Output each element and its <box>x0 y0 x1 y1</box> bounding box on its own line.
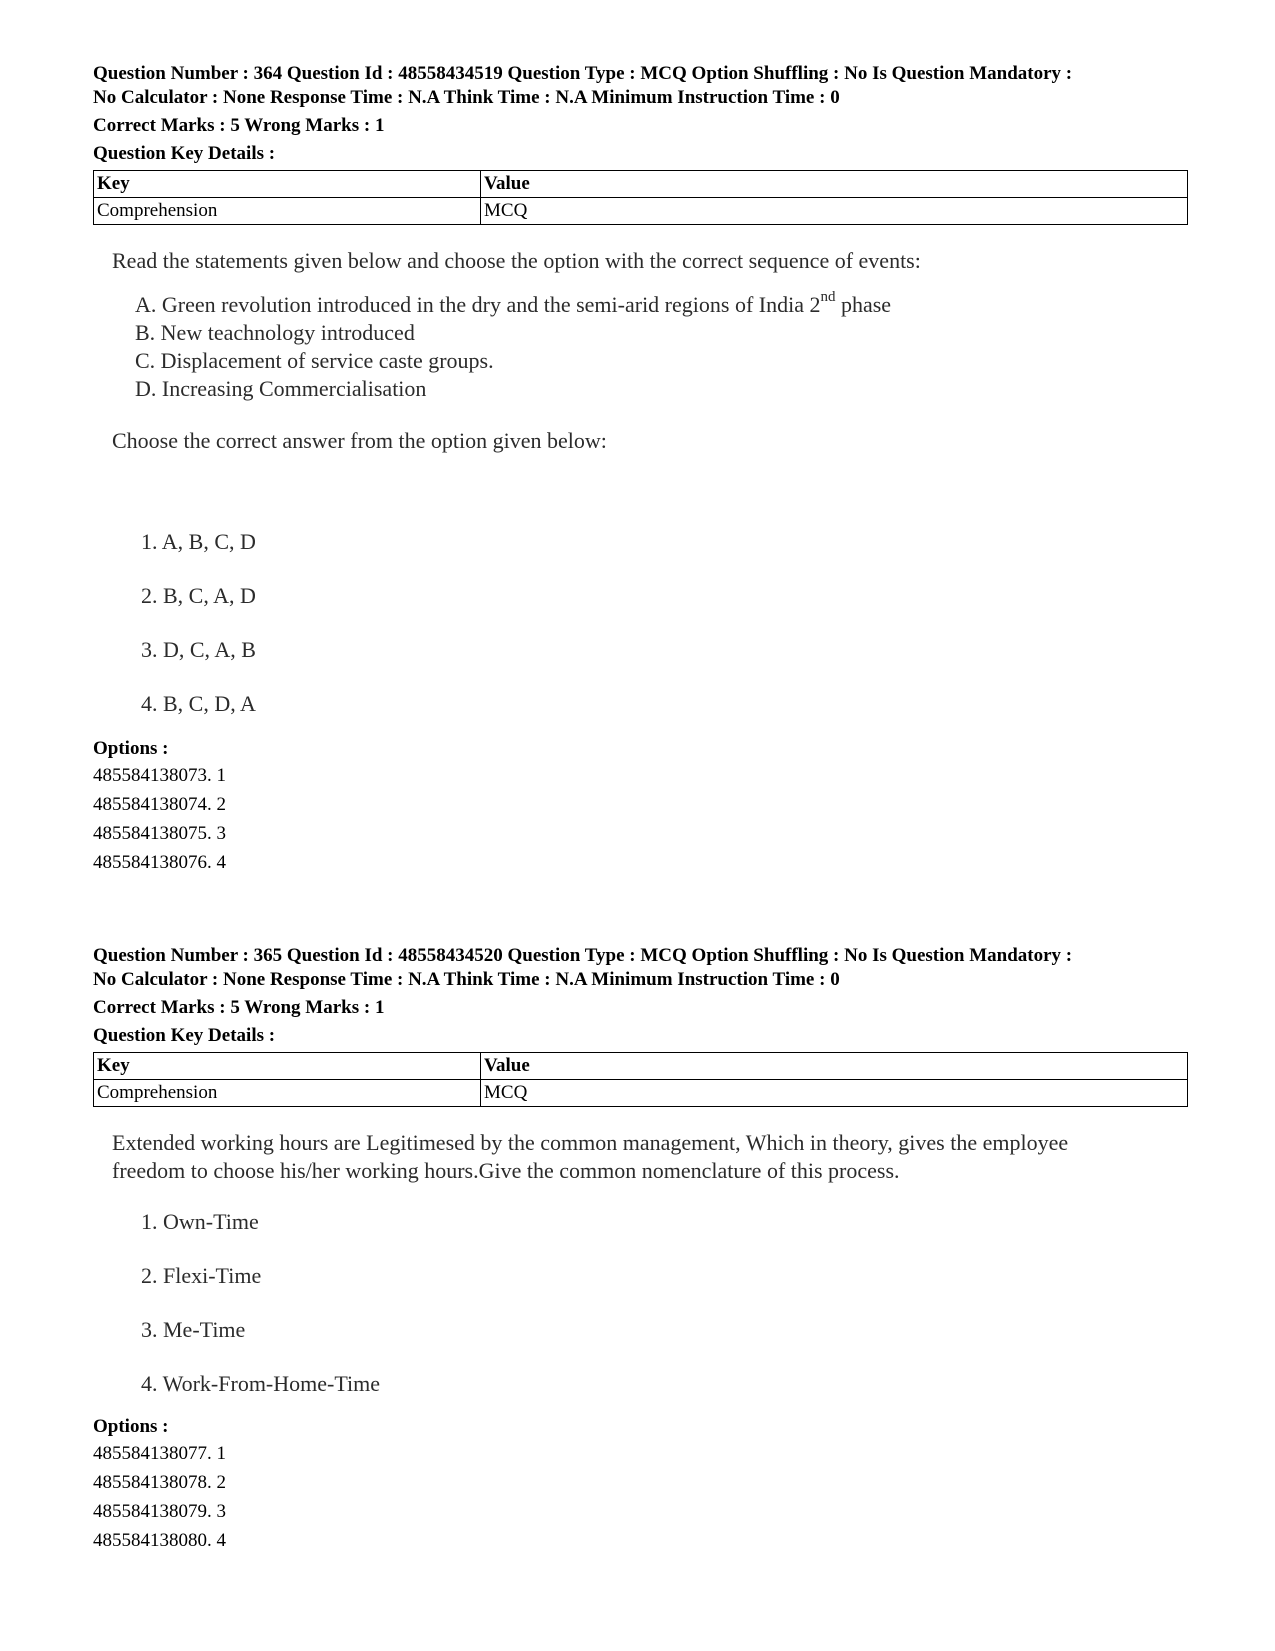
statement-list <box>135 288 1188 403</box>
answer-choice: 1. A, B, C, D <box>141 529 256 554</box>
question-instruction: Choose the correct answer from the option given below: <box>112 428 607 453</box>
options-list <box>93 761 1188 877</box>
question-meta-line-1: Question Number : 365 Question Id : 48558434520 Question Type : MCQ Option Shuffling : No Is Question Mandatory : <box>93 945 1073 966</box>
marks-line: Correct Marks : 5 Wrong Marks : 1 <box>93 997 385 1018</box>
answer-choice: 2. Flexi-Time <box>141 1263 262 1288</box>
value-header-cell: Value <box>481 1053 1188 1080</box>
key-details-label: Question Key Details : <box>93 1025 276 1046</box>
question-stem-line-1: Extended working hours are Legitimesed by the common management, Which in theory, gives the employee <box>112 1130 1069 1155</box>
value-cell: MCQ <box>481 1080 1188 1107</box>
statement-a-text: A. Green revolution introduced in the dry and the semi-arid regions of India 2 <box>135 292 821 317</box>
key-table-row <box>94 1080 1188 1107</box>
key-details-table <box>93 1052 1188 1107</box>
option-item: 485584138075. 3 <box>93 823 226 844</box>
statement-a-suffix: phase <box>835 292 892 317</box>
key-table-header-row <box>94 171 1188 198</box>
option-item: 485584138077. 1 <box>93 1443 226 1464</box>
answer-choice: 3. Me-Time <box>141 1317 246 1342</box>
statement-d: D. Increasing Commercialisation <box>135 376 427 401</box>
key-cell: Comprehension <box>94 198 481 225</box>
question-365 <box>93 944 1188 1555</box>
option-item: 485584138073. 1 <box>93 765 226 786</box>
options-label: Options : <box>93 1416 169 1437</box>
option-item: 485584138076. 4 <box>93 852 226 873</box>
option-item: 485584138080. 4 <box>93 1530 226 1551</box>
question-364 <box>93 62 1188 877</box>
answer-choice: 2. B, C, A, D <box>141 583 256 608</box>
marks-line: Correct Marks : 5 Wrong Marks : 1 <box>93 115 385 136</box>
options-label: Options : <box>93 738 169 759</box>
option-item: 485584138079. 3 <box>93 1501 226 1522</box>
statement-a <box>135 288 1188 319</box>
answer-choice: 1. Own-Time <box>141 1209 259 1234</box>
options-list <box>93 1439 1188 1555</box>
question-stem: Read the statements given below and choose the option with the correct sequence of events: <box>112 248 921 273</box>
key-header-cell: Key <box>94 1053 481 1080</box>
question-meta-line-2: No Calculator : None Response Time : N.A Think Time : N.A Minimum Instruction Time : 0 <box>93 87 840 108</box>
statement-b: B. New teachnology introduced <box>135 320 415 345</box>
value-header-cell: Value <box>481 171 1188 198</box>
option-item: 485584138078. 2 <box>93 1472 226 1493</box>
question-body <box>93 247 1188 731</box>
key-header-cell: Key <box>94 171 481 198</box>
key-table-header-row <box>94 1053 1188 1080</box>
key-table-row <box>94 198 1188 225</box>
key-details-table <box>93 170 1188 225</box>
option-item: 485584138074. 2 <box>93 794 226 815</box>
question-stem-line-2: freedom to choose his/her working hours.Give the common nomenclature of this process. <box>112 1158 900 1183</box>
answer-choices <box>141 515 1188 731</box>
answer-choice: 4. B, C, D, A <box>141 691 256 716</box>
statement-a-superscript: nd <box>820 288 836 305</box>
question-meta-line-1: Question Number : 364 Question Id : 48558434519 Question Type : MCQ Option Shuffling : No Is Question Mandatory : <box>93 63 1073 84</box>
answer-choices <box>141 1195 1188 1411</box>
key-details-label: Question Key Details : <box>93 143 276 164</box>
value-cell: MCQ <box>481 198 1188 225</box>
question-body <box>93 1129 1188 1411</box>
answer-choice: 3. D, C, A, B <box>141 637 256 662</box>
question-meta-line-2: No Calculator : None Response Time : N.A Think Time : N.A Minimum Instruction Time : 0 <box>93 969 840 990</box>
key-cell: Comprehension <box>94 1080 481 1107</box>
statement-c: C. Displacement of service caste groups. <box>135 348 494 373</box>
answer-choice: 4. Work-From-Home-Time <box>141 1371 381 1396</box>
